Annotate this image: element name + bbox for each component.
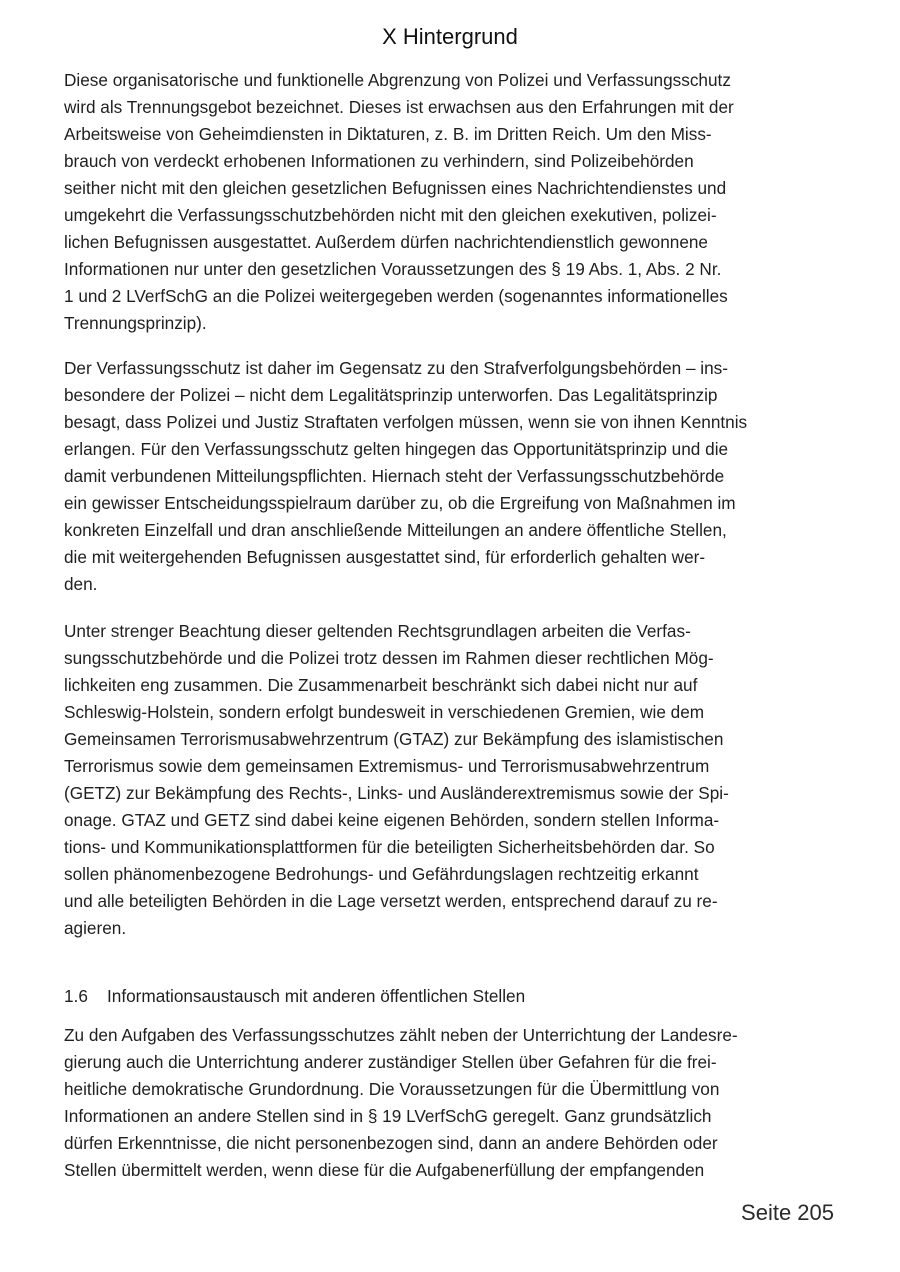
text-line: Trennungsprinzip). [64,313,207,333]
text-line: brauch von verdeckt erhobenen Informationen zu verhindern, sind Polizeibehörden [64,151,694,171]
text-line: wird als Trennungsgebot bezeichnet. Dieses ist erwachsen aus den Erfahrungen mit der [64,97,734,117]
text-line: (GETZ) zur Bekämpfung des Rechts-, Links- und Ausländerextremismus sowie der Spi- [64,783,729,803]
text-line: Der Verfassungsschutz ist daher im Gegensatz zu den Strafverfolgungsbehörden – ins- [64,358,728,378]
text-line: und alle beteiligten Behörden in die Lage versetzt werden, entsprechend darauf zu re- [64,891,718,911]
page-number: Seite 205 [741,1200,834,1225]
section-title: Informationsaustausch mit anderen öffentlichen Stellen [107,986,526,1006]
text-line: dürfen Erkenntnisse, die nicht personenbezogen sind, dann an andere Behörden oder [64,1133,718,1153]
section-heading [64,984,525,1008]
text-line: den. [64,574,98,594]
text-line: Informationen an andere Stellen sind in § 19 LVerfSchG geregelt. Ganz grundsätzlich [64,1106,712,1126]
text-line: seither nicht mit den gleichen gesetzlichen Befugnissen eines Nachrichtendienstes und [64,178,727,198]
text-line: konkreten Einzelfall und dran anschließende Mitteilungen an andere öffentliche Stellen, [64,520,727,540]
text-line: Diese organisatorische und funktionelle Abgrenzung von Polizei und Verfassungsschutz [64,70,731,90]
text-line: Terrorismus sowie dem gemeinsamen Extremismus- und Terrorismusabwehrzentrum [64,756,710,776]
text-line: Stellen übermittelt werden, wenn diese für die Aufgabenerfüllung der empfangenden [64,1160,705,1180]
section-number: 1.6 [64,986,88,1006]
text-line: ein gewisser Entscheidungsspielraum darüber zu, ob die Ergreifung von Maßnahmen im [64,493,736,513]
text-line: Zu den Aufgaben des Verfassungsschutzes zählt neben der Unterrichtung der Landesre- [64,1025,738,1045]
text-line: lichen Befugnissen ausgestattet. Außerdem dürfen nachrichtendienstlich gewonnene [64,232,708,252]
text-line: besondere der Polizei – nicht dem Legalitätsprinzip unterworfen. Das Legalitätsprinzip [64,385,718,405]
text-line: Informationen nur unter den gesetzlichen Voraussetzungen des § 19 Abs. 1, Abs. 2 Nr. [64,259,722,279]
text-line: Arbeitsweise von Geheimdiensten in Diktaturen, z. B. im Dritten Reich. Um den Miss- [64,124,712,144]
text-line: erlangen. Für den Verfassungsschutz gelten hingegen das Opportunitätsprinzip und die [64,439,729,459]
text-line: gierung auch die Unterrichtung anderer zuständiger Stellen über Gefahren für die frei- [64,1052,717,1072]
text-line: heitliche demokratische Grundordnung. Die Voraussetzungen für die Übermittlung von [64,1079,720,1099]
text-line: Unter strenger Beachtung dieser geltenden Rechtsgrundlagen arbeiten die Verfas- [64,621,691,641]
text-line: agieren. [64,918,127,938]
text-line: lichkeiten eng zusammen. Die Zusammenarbeit beschränkt sich dabei nicht nur auf [64,675,698,695]
text-line: 1 und 2 LVerfSchG an die Polizei weitergegeben werden (sogenanntes informationelles [64,286,728,306]
text-line: onage. GTAZ und GETZ sind dabei keine eigenen Behörden, sondern stellen Informa- [64,810,720,830]
text-line: damit verbundenen Mitteilungspflichten. Hiernach steht der Verfassungsschutzbehörde [64,466,725,486]
text-line: besagt, dass Polizei und Justiz Straftaten verfolgen müssen, wenn sie von ihnen Kenntnis [64,412,748,432]
text-line: umgekehrt die Verfassungsschutzbehörden nicht mit den gleichen exekutiven, polizei- [64,205,717,225]
text-line: sungsschutzbehörde und die Polizei trotz dessen im Rahmen dieser rechtlichen Mög- [64,648,714,668]
page-title: X Hintergrund [382,24,518,49]
text-line: sollen phänomenbezogene Bedrohungs- und Gefährdungslagen rechtzeitig erkannt [64,864,699,884]
text-line: Schleswig-Holstein, sondern erfolgt bundesweit in verschiedenen Gremien, wie dem [64,702,705,722]
text-line: die mit weitergehenden Befugnissen ausgestattet sind, für erforderlich gehalten wer- [64,547,706,567]
text-line: tions- und Kommunikationsplattformen für die beteiligten Sicherheitsbehörden dar. So [64,837,715,857]
text-line: Gemeinsamen Terrorismusabwehrzentrum (GTAZ) zur Bekämpfung des islamistischen [64,729,724,749]
